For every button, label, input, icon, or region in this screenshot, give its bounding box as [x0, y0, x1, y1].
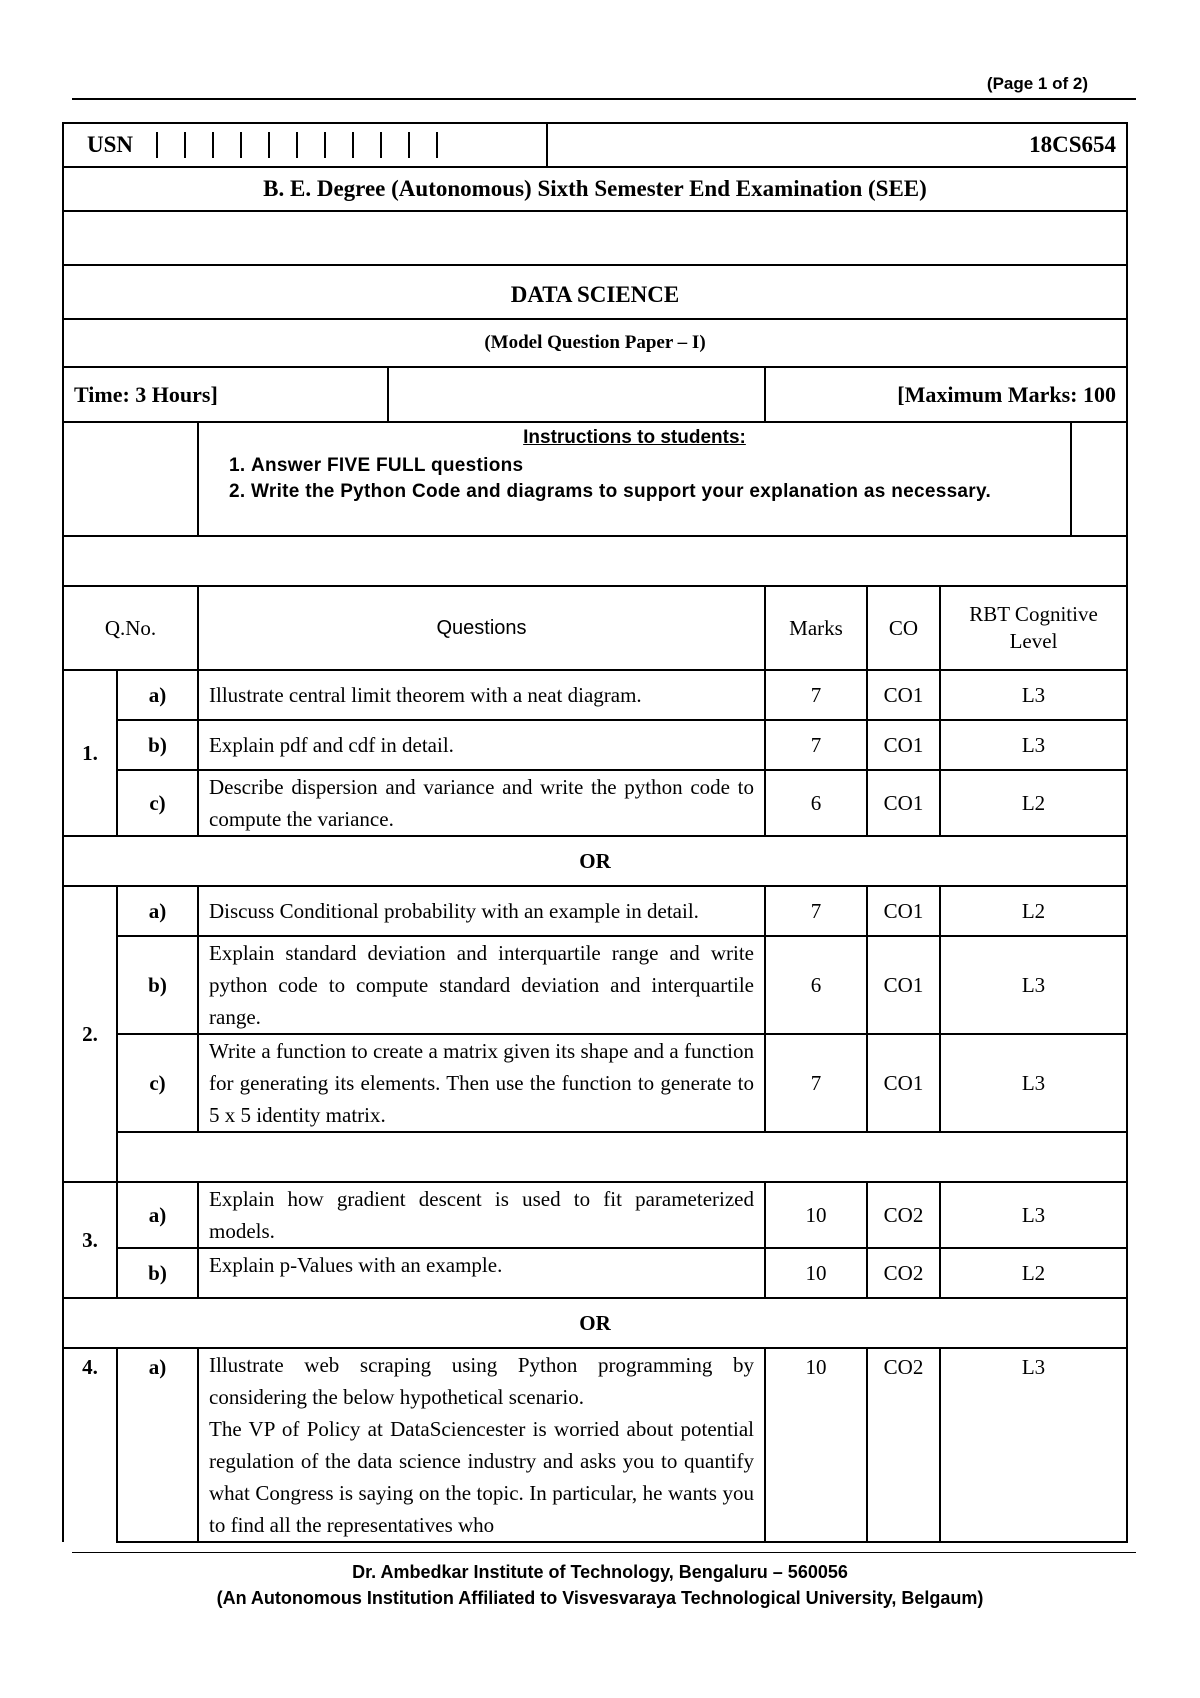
part-label: c)	[117, 1034, 198, 1132]
question-text-line: Illustrate web scraping using Python programming by considering the below hypothetical scenario.	[209, 1353, 754, 1409]
header-rule	[72, 98, 1136, 100]
table-row	[63, 1034, 1127, 1132]
usn-digit-box[interactable]	[186, 132, 214, 158]
question-text: Discuss Conditional probability with an example in detail.	[198, 886, 765, 936]
or-separator: OR	[63, 1298, 1127, 1348]
time-label: Time: 3 Hours]	[63, 367, 388, 422]
instruction-item: 1. Answer FIVE FULL questions	[251, 453, 1060, 479]
part-label: b)	[117, 936, 198, 1034]
question-text-line: The VP of Policy at DataSciencester is worried about potential regulation of the data science industry and asks you to quantify what Congress is saying on the topic. In particular, he wants you to find all the representatives who	[209, 1417, 754, 1537]
co-value: CO2	[867, 1182, 940, 1248]
co-value: CO1	[867, 770, 940, 836]
table-row	[63, 670, 1127, 720]
blank-cell	[1071, 422, 1127, 536]
question-text	[198, 1348, 765, 1542]
usn-digit-box[interactable]	[214, 132, 242, 158]
question-text: Explain p-Values with an example.	[198, 1248, 765, 1298]
co-value: CO1	[867, 936, 940, 1034]
subject-title: DATA SCIENCE	[63, 265, 1127, 319]
paper-type: (Model Question Paper – I)	[63, 319, 1127, 367]
question-text: Illustrate central limit theorem with a neat diagram.	[198, 670, 765, 720]
page-number-label: (Page 1 of 2)	[986, 74, 1088, 93]
blank-row	[117, 1132, 1127, 1182]
part-label: c)	[117, 770, 198, 836]
footer-affiliation: (An Autonomous Institution Affiliated to Visvesvaraya Technological University, Belgaum)	[216, 1588, 984, 1608]
marks-value: 10	[765, 1248, 867, 1298]
usn-field[interactable]	[63, 123, 547, 167]
marks-value: 6	[765, 936, 867, 1034]
level-value: L3	[940, 1182, 1127, 1248]
level-value: L3	[940, 936, 1127, 1034]
usn-digit-box[interactable]	[270, 132, 298, 158]
co-value: CO2	[867, 1248, 940, 1298]
part-label: b)	[117, 1248, 198, 1298]
course-code: 18CS654	[547, 123, 1127, 167]
question-number: 1.	[63, 670, 117, 836]
col-header-rbt: RBT Cognitive Level	[940, 586, 1127, 670]
part-label: a)	[117, 1182, 198, 1248]
question-text: Write a function to create a matrix given its shape and a function for generating its elements. Then use the function to generate to 5 x 5 identity matrix.	[198, 1034, 765, 1132]
marks-value: 7	[765, 670, 867, 720]
usn-digit-box[interactable]	[410, 132, 438, 158]
or-separator: OR	[63, 836, 1127, 886]
table-row	[63, 1348, 1127, 1542]
table-row	[63, 936, 1127, 1034]
degree-title: B. E. Degree (Autonomous) Sixth Semester End Examination (SEE)	[63, 167, 1127, 211]
footer-rule	[72, 1552, 1136, 1553]
part-label: a)	[117, 670, 198, 720]
usn-digit-box[interactable]	[298, 132, 326, 158]
footer-institute: Dr. Ambedkar Institute of Technology, Bengaluru – 560056	[352, 1562, 848, 1582]
level-value: L3	[940, 1034, 1127, 1132]
marks-value: 7	[765, 720, 867, 770]
question-number: 4.	[63, 1348, 117, 1542]
question-text: Describe dispersion and variance and write the python code to compute the variance.	[198, 770, 765, 836]
usn-digit-box[interactable]	[158, 132, 186, 158]
instructions-box	[198, 422, 1071, 536]
part-label: a)	[117, 886, 198, 936]
table-row	[63, 770, 1127, 836]
table-row	[63, 1248, 1127, 1298]
usn-label: USN	[64, 132, 158, 158]
usn-digit-box[interactable]	[354, 132, 382, 158]
instruction-item: 2. Write the Python Code and diagrams to support your explanation as necessary.	[251, 479, 1060, 505]
level-value: L2	[940, 886, 1127, 936]
question-number: 2.	[63, 886, 117, 1182]
level-value: L3	[940, 720, 1127, 770]
co-value: CO1	[867, 720, 940, 770]
question-text: Explain pdf and cdf in detail.	[198, 720, 765, 770]
level-value: L3	[940, 670, 1127, 720]
col-header-qno: Q.No.	[63, 586, 198, 670]
level-value: L3	[940, 1348, 1127, 1542]
col-header-marks: Marks	[765, 586, 867, 670]
instructions-title: Instructions to students:	[523, 427, 746, 448]
blank-cell	[388, 367, 765, 422]
table-row	[63, 1182, 1127, 1248]
question-number: 3.	[63, 1182, 117, 1298]
usn-digit-box[interactable]	[382, 132, 410, 158]
usn-digit-box[interactable]	[326, 132, 354, 158]
marks-value: 10	[765, 1182, 867, 1248]
question-text: Explain how gradient descent is used to fit parameterized models.	[198, 1182, 765, 1248]
marks-value: 7	[765, 886, 867, 936]
co-value: CO1	[867, 1034, 940, 1132]
table-row	[63, 720, 1127, 770]
col-header-co: CO	[867, 586, 940, 670]
co-value: CO1	[867, 670, 940, 720]
instructions-list	[209, 453, 1060, 505]
co-value: CO2	[867, 1348, 940, 1542]
question-text: Explain standard deviation and interquartile range and write python code to compute standard deviation and interquartile range.	[198, 936, 765, 1034]
col-header-questions: Questions	[198, 586, 765, 670]
max-marks-label: [Maximum Marks: 100	[765, 367, 1127, 422]
part-label: b)	[117, 720, 198, 770]
blank-cell	[63, 422, 198, 536]
usn-row	[63, 123, 1127, 167]
level-value: L2	[940, 770, 1127, 836]
column-header-row	[63, 586, 1127, 670]
exam-paper-table	[62, 122, 1128, 1543]
marks-value: 10	[765, 1348, 867, 1542]
marks-value: 7	[765, 1034, 867, 1132]
part-label: a)	[117, 1348, 198, 1542]
usn-digit-box[interactable]	[242, 132, 270, 158]
blank-row	[63, 536, 1127, 586]
co-value: CO1	[867, 886, 940, 936]
table-row	[63, 886, 1127, 936]
level-value: L2	[940, 1248, 1127, 1298]
marks-value: 6	[765, 770, 867, 836]
blank-row	[63, 211, 1127, 265]
